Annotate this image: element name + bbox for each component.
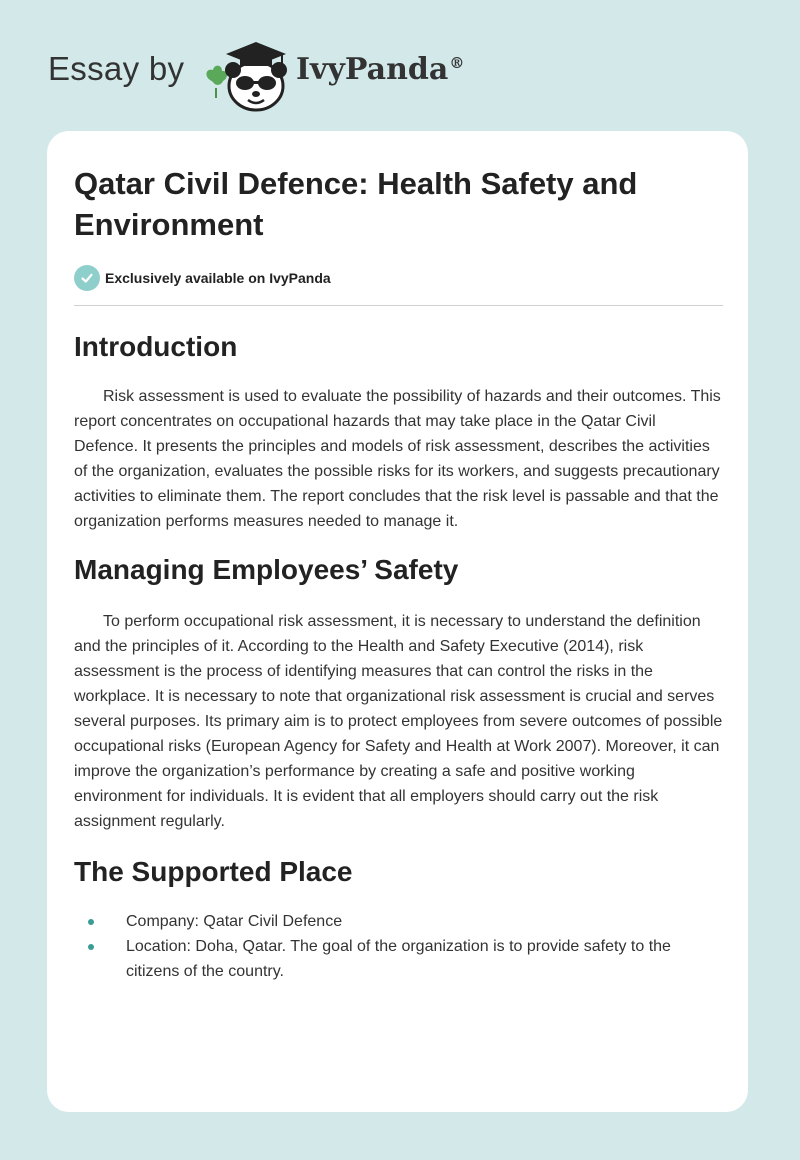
title-divider <box>74 305 723 306</box>
article-content <box>74 163 723 984</box>
list-item-text: Company: Qatar Civil Defence <box>126 913 343 930</box>
exclusive-label: Exclusively available on IvyPanda <box>105 270 331 286</box>
bullet-dot-icon <box>88 944 94 950</box>
check-circle-icon <box>74 265 100 291</box>
registered-mark: ® <box>449 54 465 72</box>
paragraph-managing-safety: To perform occupational risk assessment, it is necessary to understand the definition and the principles of it. According to the Health and Safety Executive (2014), risk assessment is the process of identifying measures that can control the risks in the workplace. It is necessary to note that organizational risk assessment is crucial and serves several purposes. Its primary aim is to protect employees from severe outcomes of possible occupational risks (European Agency for Safety and Health at Work 2007). Moreover, it can improve the organization’s performance by creating a safe and positive working environment for individuals. It is evident that all employers should carry out the risk assignment regularly. <box>74 613 723 830</box>
bullet-dot-icon <box>88 919 94 925</box>
article-title: Qatar Civil Defence: Health Safety and Environment <box>74 166 638 242</box>
list-item <box>74 909 723 934</box>
ivypanda-logo[interactable] <box>202 36 294 112</box>
brand-text: IvyPanda <box>296 52 449 87</box>
essay-by-label: Essay by <box>48 50 185 87</box>
list-item <box>74 934 723 984</box>
site-header <box>48 36 548 112</box>
section-heading-managing-safety: Managing Employees’ Safety <box>74 554 459 585</box>
section-heading-introduction: Introduction <box>74 331 238 362</box>
section-heading-supported-place: The Supported Place <box>74 856 353 887</box>
list-item-text: Location: Doha, Qatar. The goal of the organization is to provide safety to the citizens of the country. <box>126 938 671 980</box>
exclusive-badge <box>74 265 723 291</box>
supported-place-list <box>74 909 723 984</box>
panda-graduate-icon <box>202 36 294 112</box>
brand-name[interactable] <box>296 52 464 87</box>
article-card <box>47 131 748 1112</box>
paragraph-introduction: Risk assessment is used to evaluate the possibility of hazards and their outcomes. This report concentrates on occupational hazards that may take place in the Qatar Civil Defence. It presents the principles and models of risk assessment, describes the activities of the organization, evaluates the possible risks for its workers, and suggests precautionary activities to eliminate them. The report concludes that the risk level is passable and that the organization performs measures needed to manage it. <box>74 388 721 530</box>
